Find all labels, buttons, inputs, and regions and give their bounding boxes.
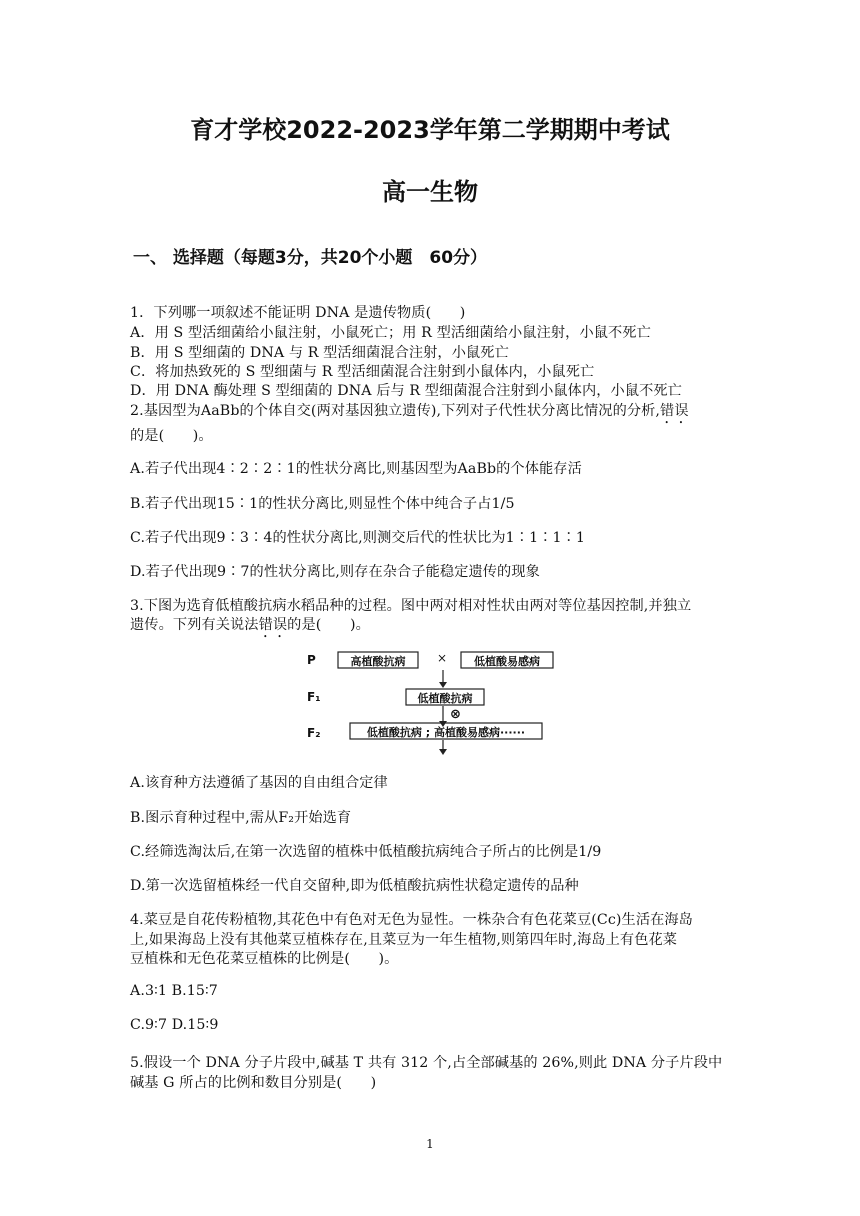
q2-option-d: D.若子代出现9∶7的性状分离比,则存在杂合子能稳定遗传的现象 xyxy=(130,564,540,580)
q3-stem-text: 遗传。下列有关说法 xyxy=(130,617,259,633)
q3-option-c: C.经筛选淘汰后,在第一次选留的植株中低植酸抗病纯合子所占的比例是1/9 xyxy=(130,844,602,860)
q4-stem-line1: 4.菜豆是自花传粉植物,其花色中有色对无色为显性。一株杂合有色花菜豆(Cc)生活在海岛 xyxy=(130,912,693,928)
page-number: 1 xyxy=(426,1137,434,1151)
cross-symbol: × xyxy=(437,651,448,665)
q2-option-b: B.若子代出现15∶1的性状分离比,则显性个体中纯合子占1/5 xyxy=(130,496,515,512)
q3-option-a: A.该育种方法遵循了基因的自由组合定律 xyxy=(130,775,388,791)
label-f1: F₁ xyxy=(307,690,321,704)
label-p: P xyxy=(307,653,316,667)
p-right-text: 低植酸易感病 xyxy=(474,655,540,668)
q3-option-d: D.第一次选留植株经一代自交留种,即为低植酸抗病性状稳定遗传的品种 xyxy=(130,878,579,894)
q2-stem-line2: 的是( )。 xyxy=(130,428,213,444)
q2-option-c: C.若子代出现9∶3∶4的性状分离比,则测交后代的性状比为1∶1∶1∶1 xyxy=(130,530,586,546)
q4-options-row2: C.9∶7 D.15∶9 xyxy=(130,1017,219,1033)
q4-stem-line3: 豆植株和无色花菜豆植株的比例是( )。 xyxy=(130,951,399,967)
q3-emphasis: 错误 xyxy=(258,617,288,633)
section-heading: 一、 选择题（每题3分，共20个小题 60分） xyxy=(133,248,488,268)
q4-options-row1: A.3∶1 B.15∶7 xyxy=(130,983,218,999)
document-title: 育才学校2022-2023学年第二学期期中考试 xyxy=(190,116,670,144)
q4-stem-line2: 上,如果海岛上没有其他菜豆植株存在,且菜豆为一年生植物,则第四年时,海岛上有色花菜 xyxy=(130,932,678,948)
q2-option-a: A.若子代出现4∶2∶2∶1的性状分离比,则基因型为AaBb的个体能存活 xyxy=(130,461,582,477)
q1-option-d: D．用 DNA 酶处理 S 型细菌的 DNA 后与 R 型细菌混合注射到小鼠体内，小鼠不死亡 xyxy=(130,383,682,399)
label-f2: F₂ xyxy=(307,726,321,740)
q5-stem-line2: 碱基 G 所占的比例和数目分别是( ) xyxy=(130,1075,377,1091)
self-cross-icon: ⊗ xyxy=(450,707,461,722)
q3-stem-line1: 3.下图为选育低植酸抗病水稻品种的过程。图中两对相对性状由两对等位基因控制,并独立 xyxy=(130,598,692,614)
arrowhead-f2-down xyxy=(439,749,447,755)
q1-option-b: B．用 S 型细菌的 DNA 与 R 型活细菌混合注射，小鼠死亡 xyxy=(130,345,509,361)
f2-text: 低植酸抗病 ; 高植酸易感病······ xyxy=(366,726,526,739)
q2-stem-line1 xyxy=(130,400,689,427)
q3-option-b: B.图示育种过程中,需从F₂开始选育 xyxy=(130,810,352,826)
q1-option-a: A．用 S 型活细菌给小鼠注射，小鼠死亡；用 R 型活细菌给小鼠注射，小鼠不死亡 xyxy=(130,325,651,341)
arrowhead-p-f1 xyxy=(439,682,447,688)
q1-stem: 1．下列哪一项叙述不能证明 DNA 是遗传物质( ) xyxy=(130,305,466,321)
q3-stem-line2 xyxy=(130,614,370,641)
q1-option-c: C．将加热致死的 S 型细菌与 R 型活细菌混合注射到小鼠体内，小鼠死亡 xyxy=(130,364,595,380)
q3-stem-tail: 的是( )。 xyxy=(287,617,370,633)
q5-stem-line1: 5.假设一个 DNA 分子片段中,碱基 T 共有 312 个,占全部碱基的 26%,则此 DNA 分子片段中 xyxy=(130,1055,723,1071)
breeding-diagram xyxy=(300,646,560,756)
p-left-text: 高植酸抗病 xyxy=(350,655,406,668)
f1-text: 低植酸抗病 xyxy=(417,692,473,705)
q2-stem-text: 2.基因型为AaBb的个体自交(两对基因独立遗传),下列对子代性状分离比情况的分析, xyxy=(130,403,661,419)
q2-emphasis: 错误 xyxy=(660,403,689,419)
document-subtitle: 高一生物 xyxy=(382,178,478,206)
